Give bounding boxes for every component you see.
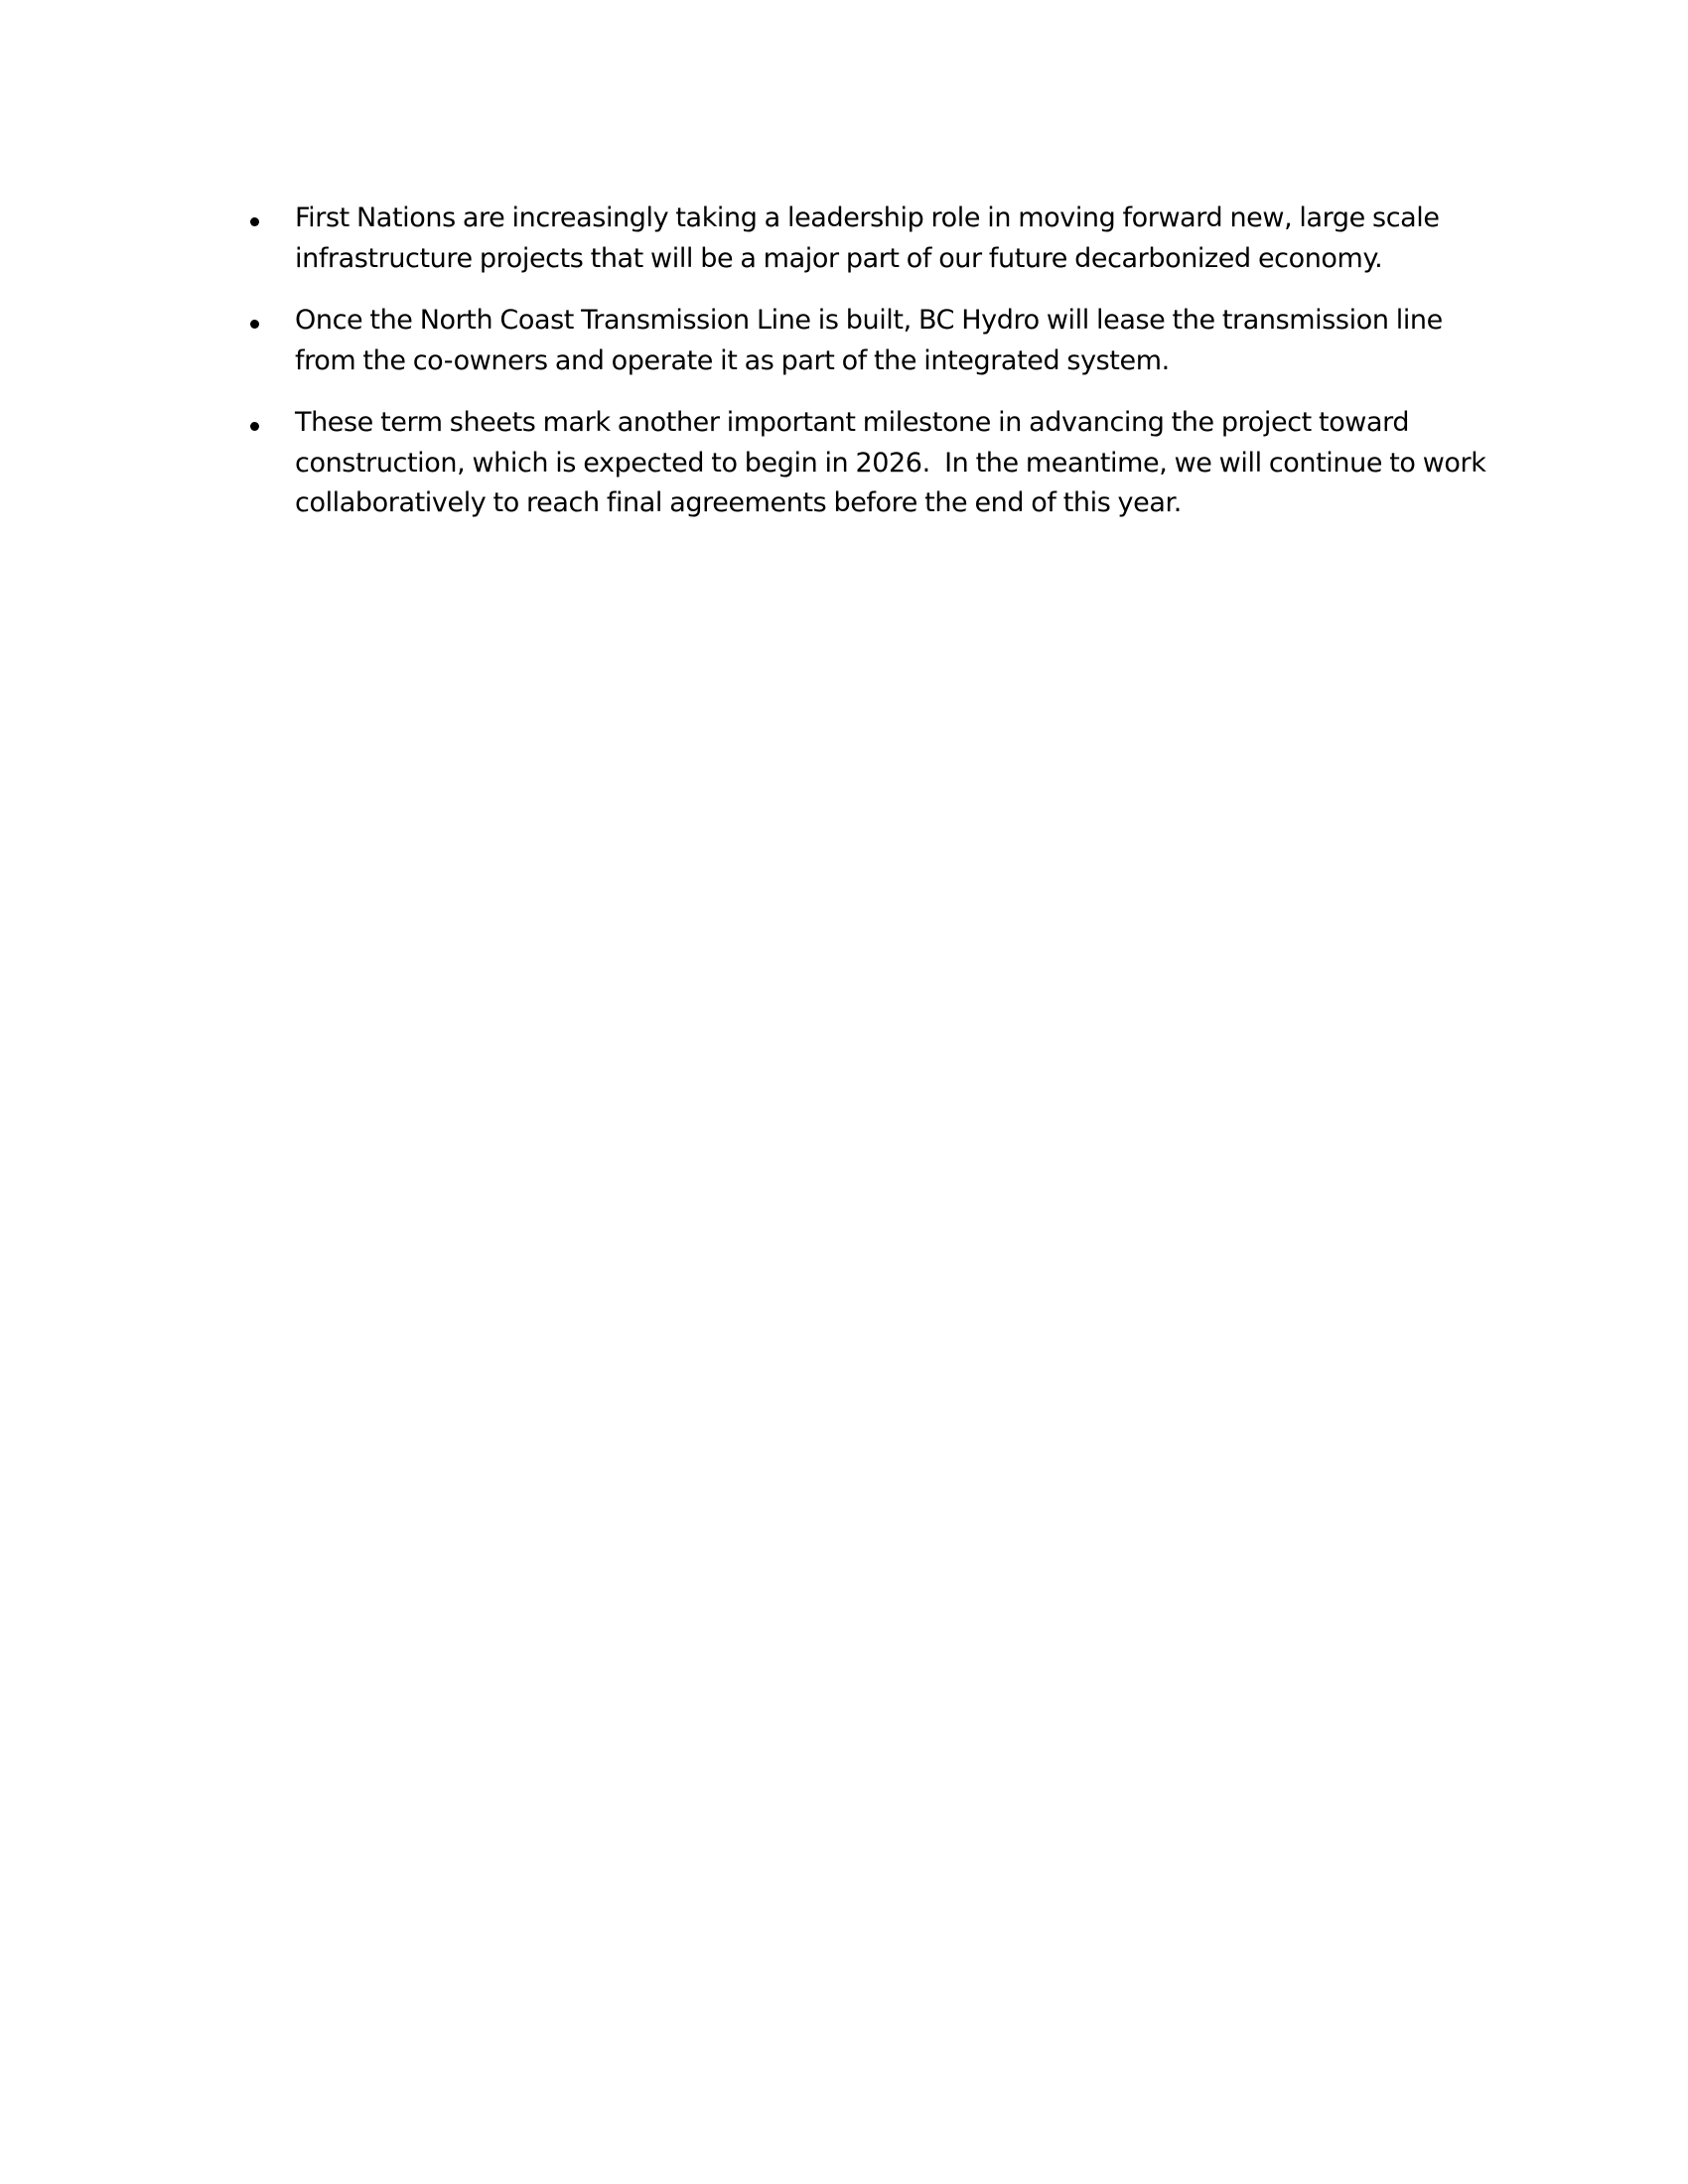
list-item <box>238 301 1509 381</box>
list-item-text: These term sheets mark another important milestone in advancing the project toward construction, which is expected to begin in 2026. In the meantime, we will continue to work collaboratively to reach final agreements before the end of this year. <box>295 407 1493 518</box>
bullet-icon <box>250 217 259 226</box>
list-item-text: First Nations are increasingly taking a leadership role in moving forward new, large scale infrastructure projects that will be a major part of our future decarbonized economy. <box>295 203 1447 274</box>
list-item-text: Once the North Coast Transmission Line is built, BC Hydro will lease the transmission line from the co-owners and operate it as part of the integrated system. <box>295 305 1451 376</box>
bullet-icon <box>250 422 259 431</box>
bullet-list <box>238 199 1509 546</box>
bullet-icon <box>250 320 259 329</box>
list-item <box>238 199 1509 279</box>
list-item <box>238 403 1509 524</box>
